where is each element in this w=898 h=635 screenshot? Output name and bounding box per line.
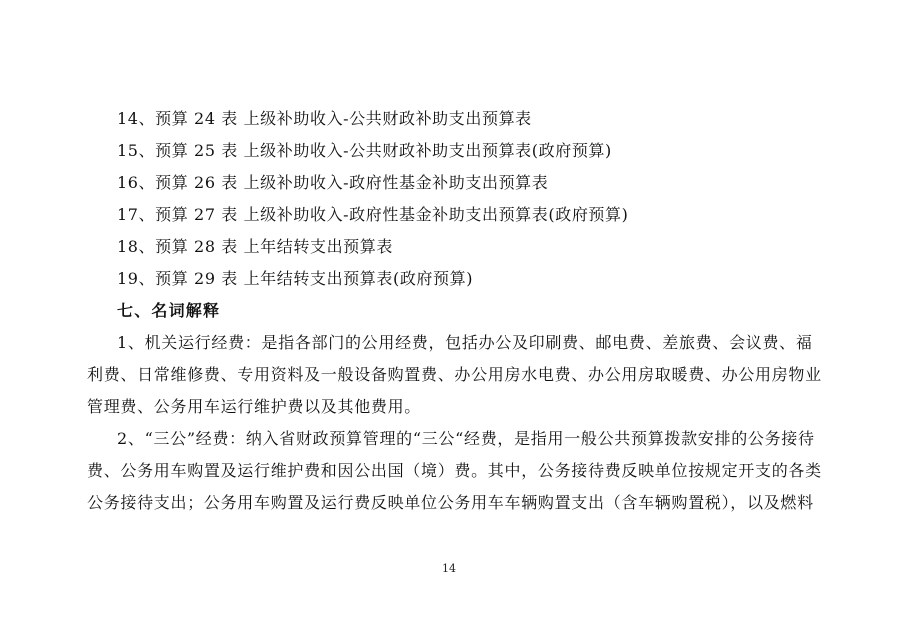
list-item-14: 14、预算 24 表 上级补助收入-公共财政补助支出预算表: [117, 109, 532, 128]
section-heading: 七、名词解释: [117, 301, 221, 320]
list-item-18: 18、预算 28 表 上年结转支出预算表: [117, 237, 393, 256]
list-item-19: 19、预算 29 表 上年结转支出预算表(政府预算): [117, 269, 474, 288]
paragraph-2-line-3: 公务接待支出；公务用车购置及运行费反映单位公务用车车辆购置支出（含车辆购置税），以及燃料: [87, 493, 814, 512]
page-number: 14: [442, 562, 456, 575]
paragraph-1-line-2: 利费、日常维修费、专用资料及一般设备购置费、办公用房水电费、办公用房取暖费、办公用房物业: [87, 365, 822, 384]
list-item-17: 17、预算 27 表 上级补助收入-政府性基金补助支出预算表(政府预算): [117, 205, 629, 224]
paragraph-2-line-1: 2、“三公”经费：纳入省财政预算管理的“三公“经费，是指用一般公共预算拨款安排的公务接待: [117, 429, 815, 448]
paragraph-1-line-1: 1、机关运行经费：是指各部门的公用经费，包括办公及印刷费、邮电费、差旅费、会议费、福: [117, 333, 813, 352]
paragraph-1-line-3: 管理费、公务用车运行维护费以及其他费用。: [87, 397, 422, 416]
list-item-15: 15、预算 25 表 上级补助收入-公共财政补助支出预算表(政府预算): [117, 141, 612, 160]
list-item-16: 16、预算 26 表 上级补助收入-政府性基金补助支出预算表: [117, 173, 549, 192]
paragraph-2-line-2: 费、公务用车购置及运行维护费和因公出国（境）费。其中，公务接待费反映单位按规定开支的各类: [87, 461, 822, 480]
